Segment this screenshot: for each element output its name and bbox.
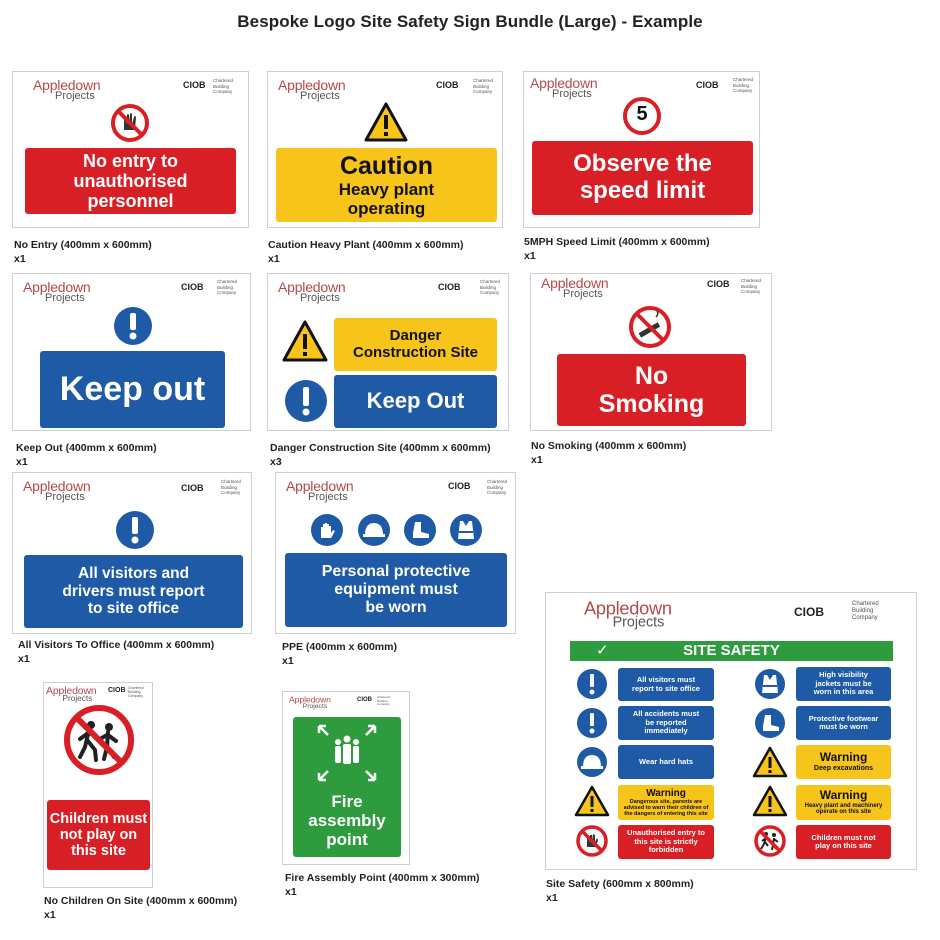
safety-boots-icon xyxy=(403,513,437,547)
site-safety-left-1: All visitors must report to site office xyxy=(618,668,714,701)
sign-ppe[interactable] xyxy=(275,472,516,634)
site-safety-right-3: Warning Deep excavations xyxy=(796,745,891,779)
brand-logo: Appledown Projects xyxy=(33,77,101,102)
ciob-subtitle: Chartered Building Company xyxy=(213,78,234,94)
ciob-subtitle: Chartered Building Company xyxy=(733,77,754,93)
site-safety-right-1: High visibility jackets must be worn in this area xyxy=(796,667,891,701)
caption-no-entry: No Entry (400mm x 600mm) x1 xyxy=(14,239,152,265)
hard-hat-icon xyxy=(357,513,391,547)
ciob-logo: CIOB xyxy=(794,605,824,619)
caption-caution: Caution Heavy Plant (400mm x 600mm) x1 xyxy=(268,239,464,265)
page-title: Bespoke Logo Site Safety Sign Bundle (Large) - Example xyxy=(237,12,703,31)
ciob-subtitle: Chartered Building Company xyxy=(741,278,762,294)
ciob-subtitle: Chartered Building Company xyxy=(487,479,508,495)
site-safety-left-4: Warning Dangerous site, parents are advised to warn their children of the dangers of entering this site xyxy=(618,785,714,820)
warning-triangle-icon xyxy=(752,785,788,817)
sign-speed-limit[interactable] xyxy=(523,71,760,228)
hard-hat-icon xyxy=(576,746,608,778)
caption-no-children: No Children On Site (400mm x 600mm) x1 xyxy=(44,895,238,921)
brand-logo: Appledown Projects xyxy=(289,694,331,710)
gloves-icon xyxy=(310,513,344,547)
caption-danger-construction: Danger Construction Site (400mm x 600mm) x3 xyxy=(270,442,491,468)
check-icon: ✓ xyxy=(596,642,609,659)
caption-site-safety: Site Safety (600mm x 800mm) x1 xyxy=(546,878,694,904)
site-safety-right-5: Children must not play on this site xyxy=(796,825,891,859)
ciob-logo: CIOB xyxy=(181,282,204,292)
hi-vis-vest-icon xyxy=(754,668,786,700)
brand-logo: Appledown Projects xyxy=(23,478,91,503)
no-smoking-icon xyxy=(628,305,672,349)
sign-site-safety-board[interactable] xyxy=(545,592,917,870)
ciob-logo: CIOB xyxy=(108,687,126,694)
brand-logo: Appledown Projects xyxy=(46,684,97,703)
mandatory-exclamation-icon xyxy=(113,306,153,346)
ppe-panel: Personal protective equipment must be worn xyxy=(285,553,507,627)
hi-vis-vest-icon xyxy=(449,513,483,547)
brand-logo: Appledown Projects xyxy=(530,75,598,100)
site-safety-left-3: Wear hard hats xyxy=(618,745,714,779)
no-children-icon xyxy=(754,825,786,857)
brand-logo: Appledown Projects xyxy=(23,279,91,304)
brand-logo: Appledown Projects xyxy=(541,275,609,300)
keep-out-panel: Keep Out xyxy=(334,375,497,428)
sign-caution[interactable] xyxy=(267,71,503,228)
site-safety-left-5: Unauthorised entry to this site is strictly forbidden xyxy=(618,825,714,859)
brand-logo: Appledown Projects xyxy=(286,478,354,503)
sign-fire-assembly[interactable] xyxy=(282,691,410,865)
warning-triangle-icon xyxy=(364,102,408,142)
caption-keep-out: Keep Out (400mm x 600mm) x1 xyxy=(16,442,157,468)
ciob-logo: CIOB xyxy=(448,481,471,491)
ciob-subtitle: Chartered Building Company xyxy=(217,279,238,295)
sign-keep-out[interactable] xyxy=(12,273,251,431)
caption-no-smoking: No Smoking (400mm x 600mm) x1 xyxy=(531,440,687,466)
caption-visitors: All Visitors To Office (400mm x 600mm) x1 xyxy=(18,639,215,665)
danger-panel: Danger Construction Site xyxy=(334,318,497,371)
caption-fire-assembly: Fire Assembly Point (400mm x 300mm) x1 xyxy=(285,872,480,898)
brand-logo: Appledown Projects xyxy=(278,77,346,102)
ciob-logo: CIOB xyxy=(357,697,372,703)
warning-triangle-icon xyxy=(574,785,610,817)
sign-danger-construction[interactable] xyxy=(267,273,509,431)
no-children-icon xyxy=(64,705,134,775)
site-safety-right-4: Warning Heavy plant and machinery operate on this site xyxy=(796,785,891,820)
no-children-panel: Children must not play on this site xyxy=(47,800,150,870)
speed-limit-panel: Observe the speed limit xyxy=(532,141,753,215)
caption-ppe: PPE (400mm x 600mm) x1 xyxy=(282,641,397,667)
ciob-logo: CIOB xyxy=(181,483,204,493)
ciob-subtitle: Chartered Building Company xyxy=(473,78,494,94)
ciob-subtitle: Chartered Building Company xyxy=(852,601,879,621)
site-safety-banner: SITE SAFETY xyxy=(570,641,893,661)
visitors-panel: All visitors and drivers must report to site office xyxy=(24,555,243,628)
brand-logo: Appledown Projects xyxy=(278,279,346,304)
ciob-logo: CIOB xyxy=(707,279,730,289)
sign-no-children[interactable] xyxy=(43,682,153,888)
ciob-subtitle: Chartered Building Company xyxy=(480,279,501,295)
mandatory-exclamation-icon xyxy=(576,707,608,739)
mandatory-exclamation-icon xyxy=(284,379,328,423)
site-safety-left-2: All accidents must be reported immediately xyxy=(618,706,714,740)
ciob-subtitle: Chartered Building Company xyxy=(221,479,242,495)
ciob-logo: CIOB xyxy=(183,80,206,90)
caption-speed-limit: 5MPH Speed Limit (400mm x 600mm) x1 xyxy=(524,236,710,262)
no-entry-hand-icon xyxy=(110,103,150,143)
warning-triangle-icon xyxy=(752,746,788,778)
ciob-logo: CIOB xyxy=(436,80,459,90)
no-smoking-panel: No Smoking xyxy=(557,354,746,426)
site-safety-right-2: Protective footwear must be worn xyxy=(796,706,891,740)
assembly-point-icon xyxy=(316,723,378,783)
fire-assembly-panel: Fire assembly point xyxy=(293,717,401,857)
safety-boots-icon xyxy=(754,707,786,739)
warning-triangle-icon xyxy=(282,320,328,362)
mandatory-exclamation-icon xyxy=(115,510,155,550)
brand-logo: Appledown Projects xyxy=(584,597,672,631)
speed-limit-value: 5 xyxy=(636,103,648,125)
no-entry-hand-icon xyxy=(576,825,608,857)
sign-no-entry[interactable] xyxy=(12,71,249,228)
ciob-subtitle: Chartered Building Company xyxy=(128,686,144,698)
ciob-subtitle: Chartered Building Company xyxy=(377,695,391,706)
ciob-logo: CIOB xyxy=(696,80,719,90)
sign-visitors-report[interactable] xyxy=(12,472,252,634)
mandatory-exclamation-icon xyxy=(576,668,608,700)
sign-no-smoking[interactable] xyxy=(530,273,772,431)
ciob-logo: CIOB xyxy=(438,282,461,292)
keep-out-panel: Keep out xyxy=(40,351,225,428)
caution-panel: Caution Heavy plant operating xyxy=(276,148,497,222)
no-entry-panel: No entry to unauthorised personnel xyxy=(25,148,236,214)
